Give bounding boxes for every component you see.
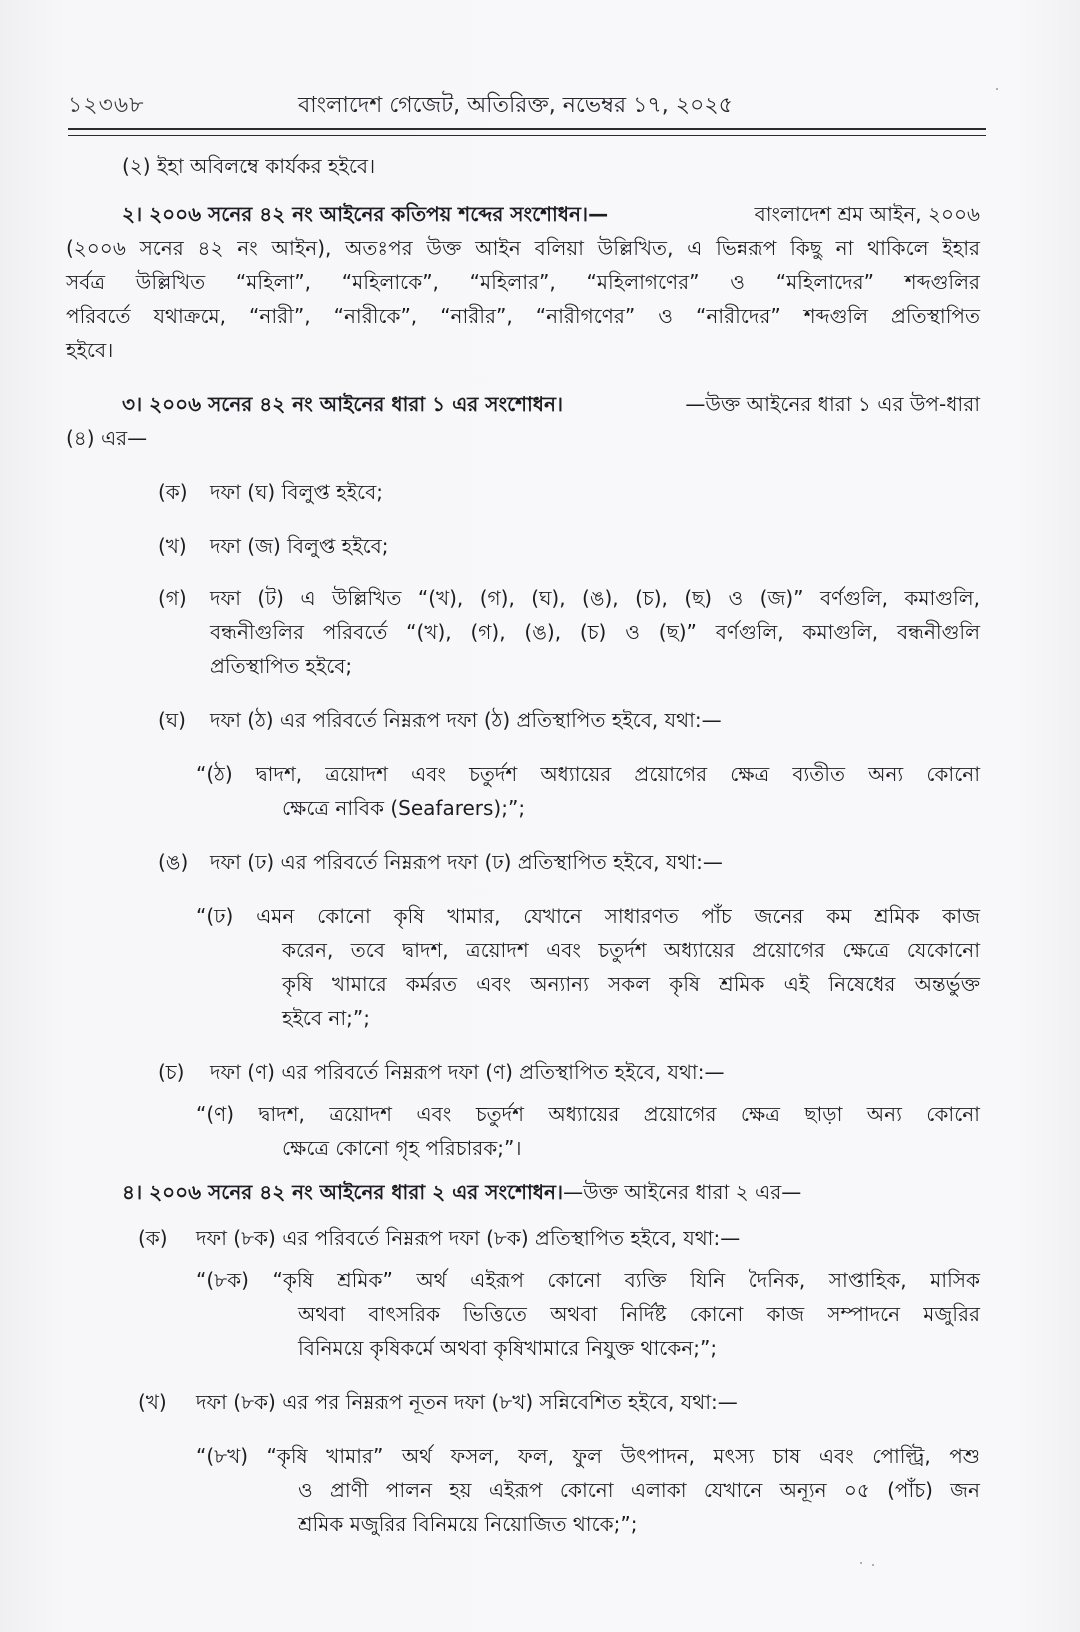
section-3-line: (৪) এর— [66,426,148,450]
item-text: দফা (ট) এ উল্লিখিত “(খ), (গ), (ঘ), (ঙ), (চ), (ছ) ও (জ)” বর্ণগুলি, কমাগুলি, [210,586,980,610]
paper-speck [872,1564,874,1566]
section-3-first-line [122,388,980,421]
section-3-text: —উক্ত আইনের ধারা ১ এর উপ-ধারা [685,392,980,416]
item-label: (গ) [158,586,187,610]
item-text: বন্ধনীগুলির পরিবর্তে “(খ), (গ), (ঙ), (চ) ও (ছ)” বর্ণগুলি, কমাগুলি, বন্ধনীগুলি [210,620,980,644]
section-2-line: সর্বত্র উল্লিখিত “মহিলা”, “মহিলাকে”, “মহিলার”, “মহিলাগণের” ও “মহিলাদের” শব্দগুলির [66,270,980,294]
quoted-clause: “(ণ) দ্বাদশ, ত্রয়োদশ এবং চতুর্দশ অধ্যায়ের প্রয়োগের ক্ষেত্র ছাড়া অন্য কোনো [196,1102,980,1126]
quoted-clause: “(ঢ) এমন কোনো কৃষি খামার, যেখানে সাধারণত পাঁচ জনের কম শ্রমিক কাজ [196,904,980,928]
section-2-line: পরিবর্তে যথাক্রমে, “নারী”, “নারীকে”, “নারীর”, “নারীগণের” ও “নারীদের” শব্দগুলি প্রতিস্থাপিত [66,304,980,328]
quoted-clause: কৃষি খামারে কর্মরত এবং অন্যান্য সকল কৃষি শ্রমিক এই নিষেধের অন্তর্ভুক্ত [282,972,980,996]
quoted-clause: “(ঠ) দ্বাদশ, ত্রয়োদশ এবং চতুর্দশ অধ্যায়ের প্রয়োগের ক্ষেত্র ব্যতীত অন্য কোনো [196,762,980,786]
quoted-clause: ক্ষেত্রে কোনো গৃহ পরিচারক;”। [282,1136,522,1160]
section-4-text: —উক্ত আইনের ধারা ২ এর— [563,1180,802,1204]
item-label: (ঘ) [158,708,186,732]
section-3-heading: ৩। ২০০৬ সনের ৪২ নং আইনের ধারা ১ এর সংশোধন। [122,392,564,416]
item-text: দফা (জ) বিলুপ্ত হইবে; [210,534,389,558]
gazette-title: বাংলাদেশ গেজেট, অতিরিক্ত, নভেম্বর ১৭, ২০২৫ [298,93,733,118]
item-text: দফা (ঠ) এর পরিবর্তে নিম্নরূপ দফা (ঠ) প্রতিস্থাপিত হইবে, যথা:— [210,708,722,732]
section-2-line: হইবে। [66,338,114,362]
quoted-clause: শ্রমিক মজুরির বিনিময়ে নিয়োজিত থাকে;”; [298,1512,638,1536]
section-2-heading: ২। ২০০৬ সনের ৪২ নং আইনের কতিপয় শব্দের সংশোধন।— [122,202,609,226]
item-label: (খ) [158,534,187,558]
item-text: দফা (ঢ) এর পরিবর্তে নিম্নরূপ দফা (ঢ) প্রতিস্থাপিত হইবে, যথা:— [210,850,723,874]
paper-speck [996,88,998,90]
section-4-first-line [122,1176,801,1209]
quoted-clause: “(৮ক) “কৃষি শ্রমিক” অর্থ এইরূপ কোনো ব্যক্তি যিনি দৈনিক, সাপ্তাহিক, মাসিক [196,1268,980,1292]
header-double-rule [68,128,986,136]
quoted-clause: বিনিময়ে কৃষিকর্মে অথবা কৃষিখামারে নিযুক্ত থাকেন;”; [298,1336,718,1360]
section-2-first-line [122,198,980,231]
item-label: (চ) [158,1060,185,1084]
page-number: ১২৩৬৮ [68,93,145,118]
section-2-text: বাংলাদেশ শ্রম আইন, ২০০৬ [754,202,980,226]
clause-1-2: (২) ইহা অবিলম্বে কার্যকর হইবে। [122,154,376,178]
section-4-heading: ৪। ২০০৬ সনের ৪২ নং আইনের ধারা ২ এর সংশোধন। [122,1180,564,1204]
item-text: দফা (৮ক) এর পরিবর্তে নিম্নরূপ দফা (৮ক) প্রতিস্থাপিত হইবে, যথা:— [196,1226,741,1250]
quoted-clause: করেন, তবে দ্বাদশ, ত্রয়োদশ এবং চতুর্দশ অধ্যায়ের প্রয়োগের ক্ষেত্রে যেকোনো [282,938,980,962]
quoted-clause: ও প্রাণী পালন হয় এইরূপ কোনো এলাকা যেখানে অন্যূন ০৫ (পাঁচ) জন [298,1478,980,1502]
quoted-clause: “(৮খ) “কৃষি খামার” অর্থ ফসল, ফল, ফুল উৎপাদন, মৎস্য চাষ এবং পোল্ট্রি, পশু [196,1444,980,1468]
page-header [68,88,986,128]
item-text: প্রতিস্থাপিত হইবে; [210,654,353,678]
quoted-clause: অথবা বাৎসরিক ভিত্তিতে অথবা নির্দিষ্ট কোনো কাজ সম্পাদনে মজুরির [298,1302,980,1326]
item-label: (ঙ) [158,850,189,874]
item-text: দফা (ণ) এর পরিবর্তে নিম্নরূপ দফা (ণ) প্রতিস্থাপিত হইবে, যথা:— [210,1060,725,1084]
quoted-clause: হইবে না;”; [282,1006,371,1030]
item-label: (ক) [138,1226,168,1250]
item-label: (খ) [138,1390,167,1414]
item-text: দফা (৮ক) এর পর নিম্নরূপ নূতন দফা (৮খ) সন্নিবেশিত হইবে, যথা:— [196,1390,738,1414]
item-text: দফা (ঘ) বিলুপ্ত হইবে; [210,480,383,504]
item-label: (ক) [158,480,188,504]
section-2-line: (২০০৬ সনের ৪২ নং আইন), অতঃপর উক্ত আইন বলিয়া উল্লিখিত, এ ভিন্নরূপ কিছু না থাকিলে ইহার [66,236,980,260]
quoted-clause: ক্ষেত্রে নাবিক (Seafarers);”; [282,796,526,820]
paper-speck [860,1562,862,1564]
